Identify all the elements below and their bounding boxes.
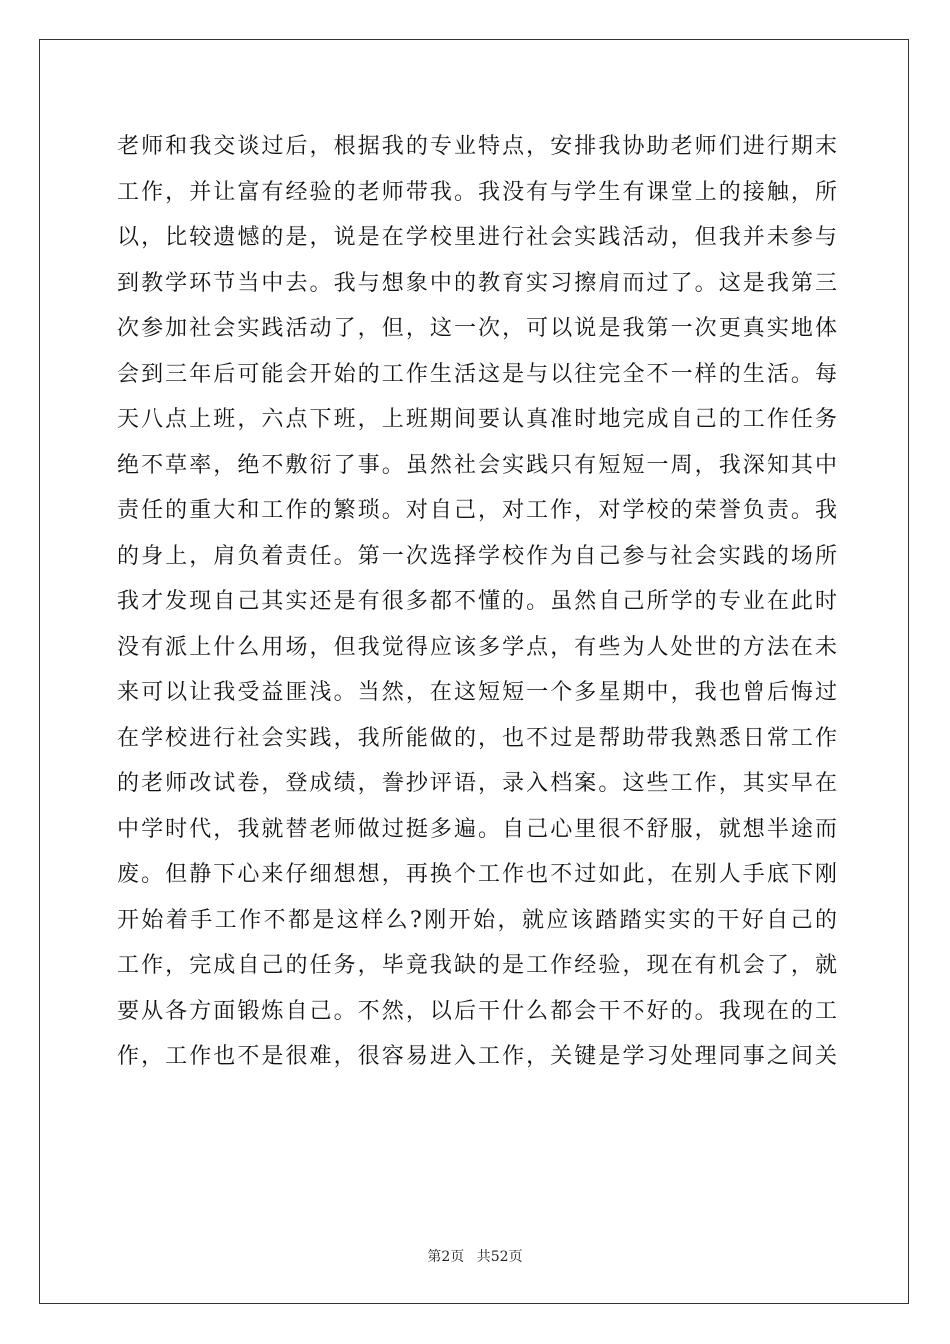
text-line: 天八点上班，六点下班，上班期间要认真准时地完成自己的工作任务 bbox=[117, 407, 837, 432]
text-line: 绝不草率，绝不敷衍了事。虽然社会实践只有短短一周，我深知其中 bbox=[117, 452, 837, 478]
text-line: 工作，并让富有经验的老师带我。我没有与学生有课堂上的接触，所 bbox=[117, 179, 837, 205]
text-line: 中学时代，我就替老师做过挺多遍。自己心里很不舒服，就想半途而 bbox=[117, 816, 837, 842]
text-line: 工作，完成自己的任务，毕竟我缺的是工作经验，现在有机会了，就 bbox=[117, 953, 837, 978]
text-line: 到教学环节当中去。我与想象中的教育实习擦肩而过了。这是我第三 bbox=[117, 270, 837, 296]
text-line: 责任的重大和工作的繁琐。对自己，对工作，对学校的荣誉负责。我 bbox=[117, 498, 837, 523]
text-line: 次参加社会实践活动了，但，这一次，可以说是我第一次更真实地体 bbox=[117, 316, 837, 341]
text-line: 作，工作也不是很难，很容易进入工作，关键是学习处理同事之间关 bbox=[117, 1044, 837, 1069]
text-line: 要从各方面锻炼自己。不然，以后干什么都会干不好的。我现在的工 bbox=[117, 998, 837, 1024]
text-line: 会到三年后可能会开始的工作生活这是与以往完全不一样的生活。每 bbox=[117, 361, 837, 387]
text-line: 的老师改试卷，登成绩，誊抄评语，录入档案。这些工作，其实早在 bbox=[117, 771, 837, 796]
text-line: 的身上，肩负着责任。第一次选择学校作为自己参与社会实践的场所 bbox=[117, 543, 837, 569]
text-line: 我才发现自己其实还是有很多都不懂的。虽然自己所学的专业在此时 bbox=[117, 589, 837, 614]
text-line: 在学校进行社会实践，我所能做的，也不过是帮助带我熟悉日常工作 bbox=[117, 725, 837, 751]
text-line: 废。但静下心来仔细想想，再换个工作也不过如此，在别人手底下刚 bbox=[117, 862, 837, 887]
text-line: 老师和我交谈过后，根据我的专业特点，安排我协助老师们进行期末 bbox=[117, 134, 837, 159]
text-line: 开始着手工作不都是这样么?刚开始，就应该踏踏实实的干好自己的 bbox=[117, 907, 837, 933]
page-total: 共52页 bbox=[476, 1249, 523, 1265]
text-line: 来可以让我受益匪浅。当然，在这短短一个多星期中，我也曾后悔过 bbox=[117, 680, 837, 705]
page-footer bbox=[0, 1246, 950, 1266]
text-line: 以，比较遗憾的是，说是在学校里进行社会实践活动，但我并未参与 bbox=[117, 225, 837, 250]
document-body bbox=[117, 124, 837, 1080]
text-line: 没有派上什么用场，但我觉得应该多学点，有些为人处世的方法在未 bbox=[117, 634, 837, 660]
page-number: 第2页 bbox=[427, 1249, 465, 1265]
